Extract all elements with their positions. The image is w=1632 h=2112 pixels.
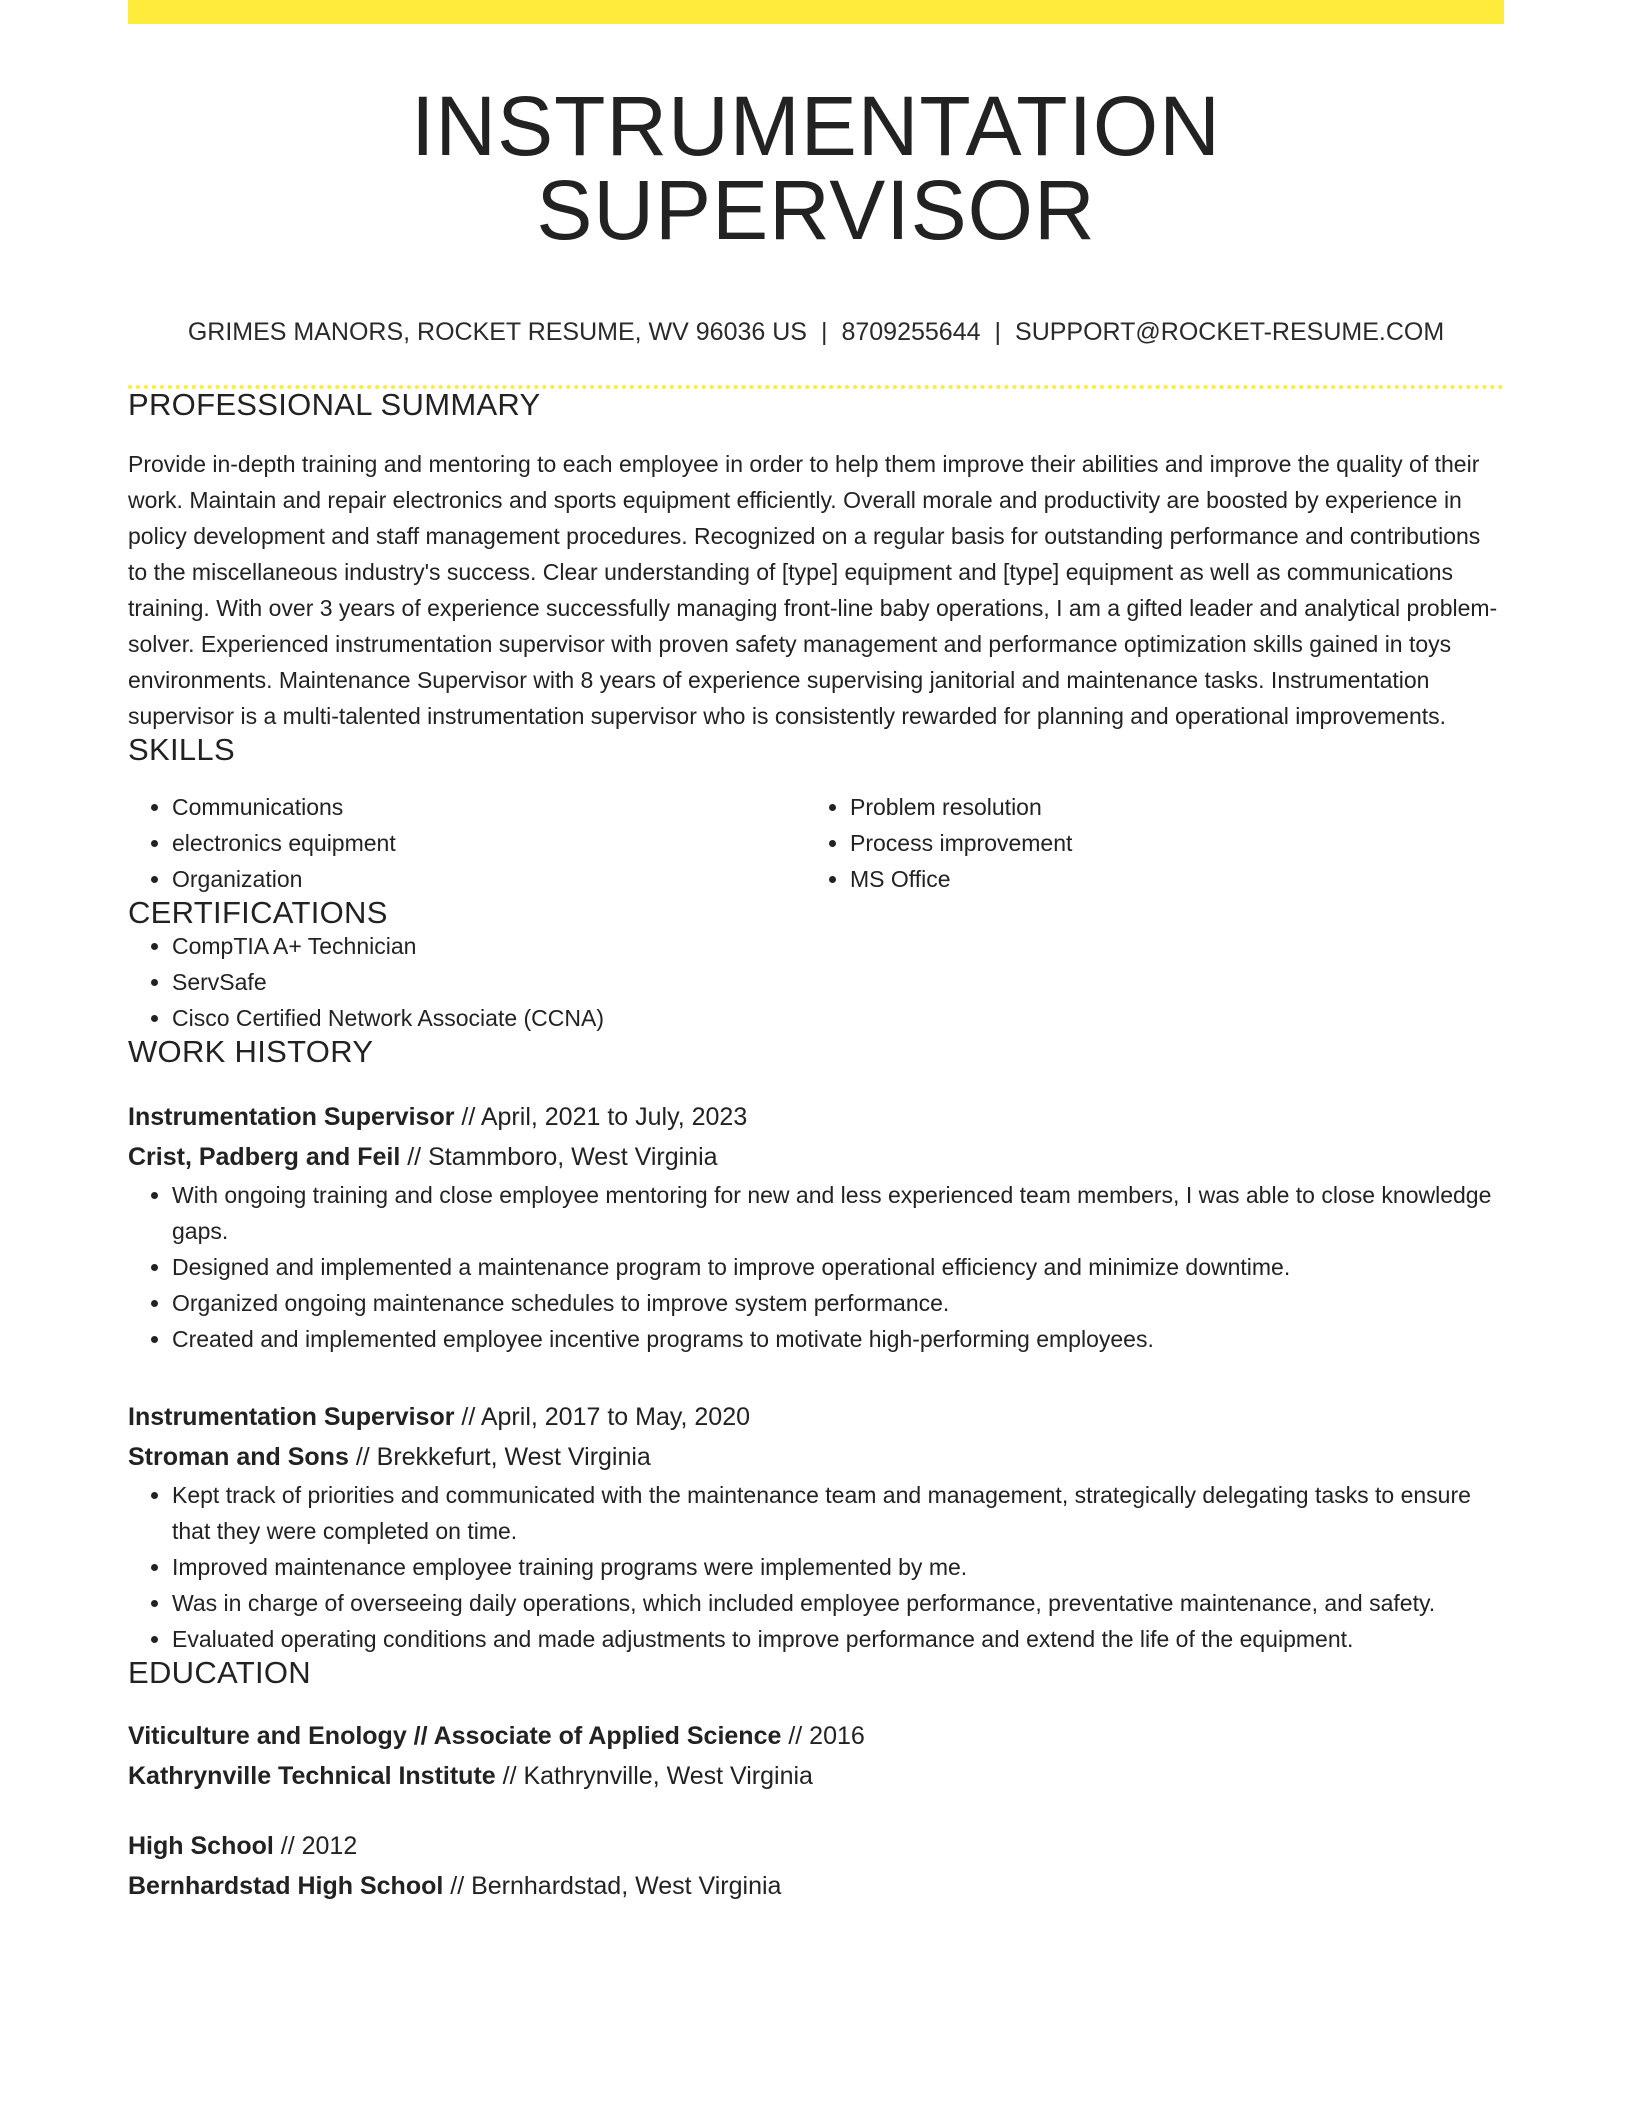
degree-year: // 2012 [273,1832,358,1860]
job-bullet: • Kept track of priorities and communicated with the maintenance team and management, strategically delegating tasks to ensure that they were completed on time. [172,1477,1504,1549]
school-line [128,1866,1504,1906]
school-name: Kathrynville Technical Institute [128,1762,496,1790]
contact-separator: | [820,318,828,346]
school-location: // Bernhardstad, West Virginia [443,1872,782,1900]
degree-year: // 2016 [781,1722,865,1750]
certifications-heading: CERTIFICATIONS [128,895,388,930]
skill-item: • electronics equipment [172,825,806,861]
job-dates: // April, 2021 to July, 2023 [454,1103,748,1131]
job-bullets [128,1477,1504,1657]
certification-item: • Cisco Certified Network Associate (CCNA) [172,1000,1504,1036]
education-heading: EDUCATION [128,1655,311,1690]
skill-item: • Problem resolution [850,789,1484,825]
job-company: Stroman and Sons [128,1443,349,1471]
degree-line [128,1826,1504,1866]
job-title: Instrumentation Supervisor [128,1103,455,1131]
job-title: Instrumentation Supervisor [128,1403,455,1431]
education-entry [128,1716,1504,1796]
resume-title: INSTRUMENTATION SUPERVISOR [411,79,1221,257]
certification-item: • CompTIA A+ Technician [172,928,1504,964]
job-location: // Stammboro, West Virginia [400,1143,718,1171]
resume-page [128,0,1504,1906]
school-line [128,1756,1504,1796]
contact-email: SUPPORT@ROCKET-RESUME.COM [1015,318,1445,346]
top-accent-bar [128,0,1504,24]
job-title-line [128,1397,1504,1437]
summary-heading: PROFESSIONAL SUMMARY [128,387,541,422]
contact-address: GRIMES MANORS, ROCKET RESUME, WV 96036 US [187,318,807,346]
skill-item: • MS Office [850,861,1484,897]
job-company: Crist, Padberg and Feil [128,1143,401,1171]
education-entry [128,1826,1504,1906]
job-entry [128,1397,1504,1657]
job-location: // Brekkefurt, West Virginia [348,1443,651,1471]
summary-text: Provide in-depth training and mentoring to each employee in order to help them improve their abilities and improve the quality of their work. Maintain and repair electronics and sports equipment efficiently. Overall morale and productivity are boosted by experience in policy development and staff management procedures. Recognized on a regular basis for outstanding performance and contributions to the miscellaneous industry's success. Clear understanding of [type] equipment and [type] equipment as well as communications training. With over 3 years of experience successfully managing front-line baby operations, I am a gifted leader and analytical problem-solver. Experienced instrumentation supervisor with proven safety management and performance optimization skills gained in toys environments. Maintenance Supervisor with 8 years of experience supervising janitorial and maintenance tasks. Instrumentation supervisor is a multi-talented instrumentation supervisor who is consistently rewarded for planning and operational improvements. [128,451,1498,729]
job-bullet: • With ongoing training and close employee mentoring for new and less experienced team members, I was able to close knowledge gaps. [172,1177,1504,1249]
job-bullet: • Was in charge of overseeing daily operations, which included employee performance, preventative maintenance, and safety. [172,1585,1504,1621]
job-bullet: • Evaluated operating conditions and made adjustments to improve performance and extend the life of the equipment. [172,1621,1504,1657]
skill-item: • Process improvement [850,825,1484,861]
contact-separator: | [994,318,1002,346]
job-bullet: • Created and implemented employee incentive programs to motivate high-performing employees. [172,1321,1504,1357]
certifications-list [128,928,1504,1036]
job-company-line [128,1437,1504,1477]
degree: Viticulture and Enology // Associate of Applied Science [128,1722,782,1750]
skills-heading: SKILLS [128,732,235,767]
degree-line [128,1716,1504,1756]
job-bullet: • Organized ongoing maintenance schedules to improve system performance. [172,1285,1504,1321]
job-dates: // April, 2017 to May, 2020 [454,1403,750,1431]
skill-item: • Organization [172,861,806,897]
job-entry [128,1097,1504,1357]
work-history-heading: WORK HISTORY [128,1034,374,1069]
job-company-line [128,1137,1504,1177]
job-bullets [128,1177,1504,1357]
certification-item: • ServSafe [172,964,1504,1000]
job-bullet: • Improved maintenance employee training programs were implemented by me. [172,1549,1504,1585]
school-name: Bernhardstad High School [128,1872,444,1900]
job-title-line [128,1097,1504,1137]
school-location: // Kathrynville, West Virginia [495,1762,813,1790]
skills-column-right [806,789,1484,897]
skill-item: • Communications [172,789,806,825]
job-bullet: • Designed and implemented a maintenance program to improve operational efficiency and minimize downtime. [172,1249,1504,1285]
contact-phone: 8709255644 [841,318,981,346]
skills-list [128,789,1504,897]
skills-column-left [128,789,806,897]
degree: High School [128,1832,274,1860]
contact-line [128,320,1504,345]
